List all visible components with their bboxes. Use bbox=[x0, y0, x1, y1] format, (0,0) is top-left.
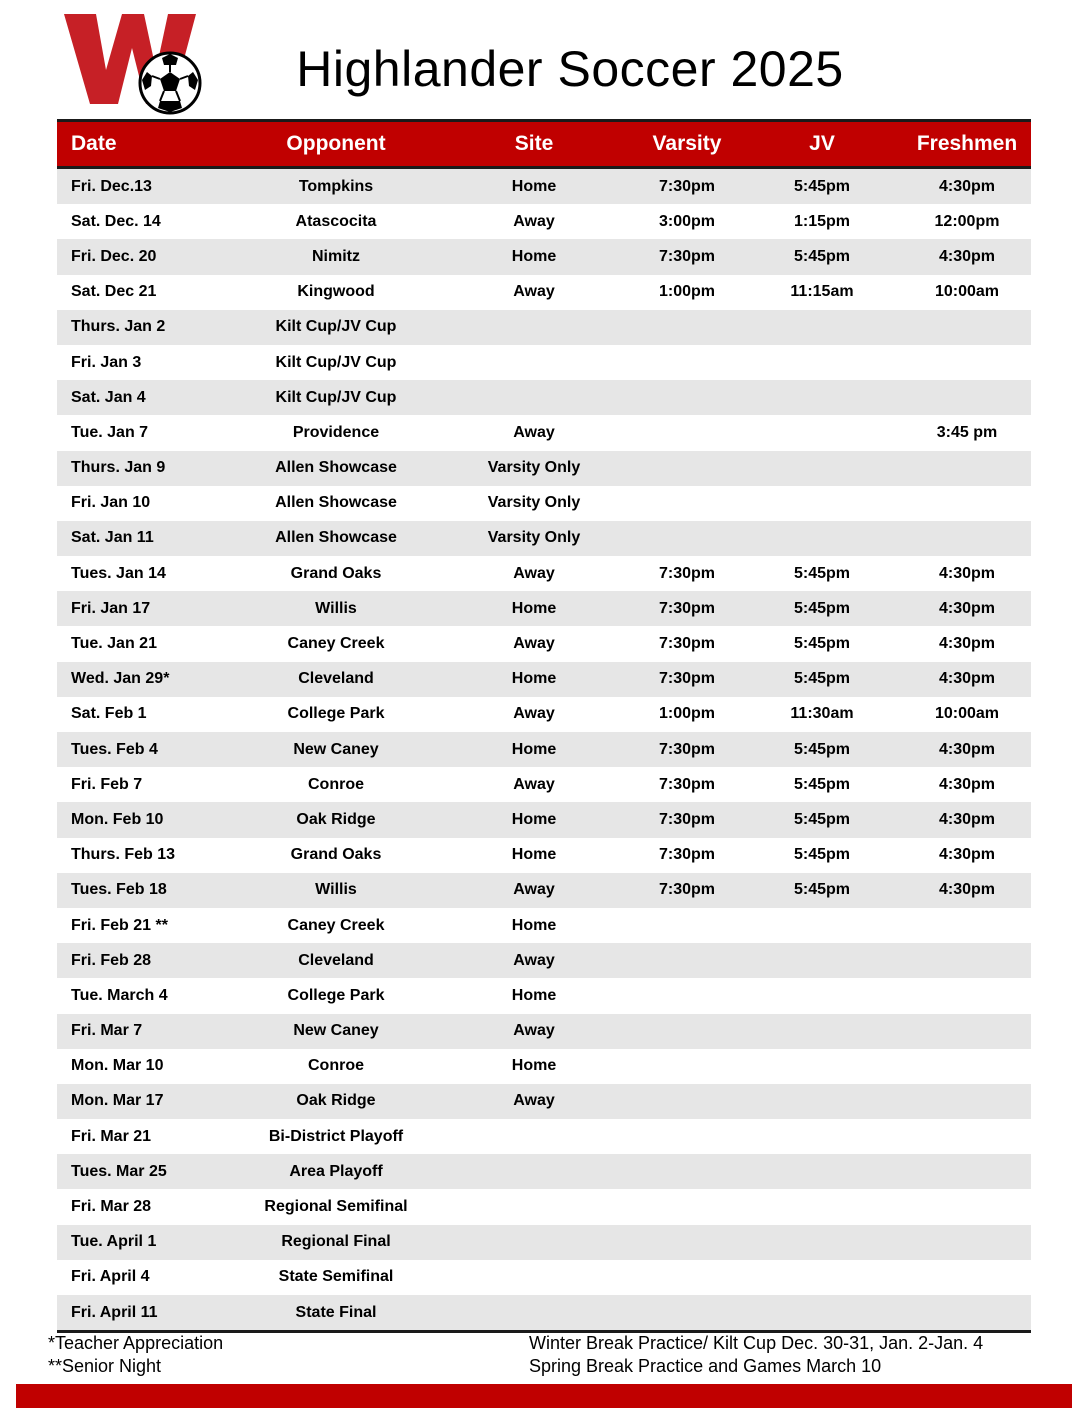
cell-jv bbox=[741, 1014, 903, 1049]
cell-opponent: Kilt Cup/JV Cup bbox=[237, 380, 435, 415]
note-winter-break: Winter Break Practice/ Kilt Cup Dec. 30-31, Jan. 2-Jan. 4 bbox=[529, 1333, 984, 1353]
cell-freshmen bbox=[903, 310, 1031, 345]
cell-freshmen bbox=[903, 1260, 1031, 1295]
cell-jv: 5:45pm bbox=[741, 168, 903, 205]
cell-site bbox=[435, 1154, 633, 1189]
cell-varsity bbox=[633, 310, 741, 345]
cell-date: Thurs. Jan 2 bbox=[57, 310, 237, 345]
cell-date: Sat. Jan 4 bbox=[57, 380, 237, 415]
cell-opponent: Allen Showcase bbox=[237, 451, 435, 486]
cell-freshmen: 4:30pm bbox=[903, 168, 1031, 205]
cell-date: Mon. Mar 17 bbox=[57, 1084, 237, 1119]
cell-date: Tue. April 1 bbox=[57, 1225, 237, 1260]
school-logo bbox=[60, 12, 205, 118]
cell-varsity bbox=[633, 486, 741, 521]
cell-date: Fri. Dec. 20 bbox=[57, 239, 237, 274]
cell-jv bbox=[741, 1260, 903, 1295]
cell-opponent: Atascocita bbox=[237, 204, 435, 239]
cell-jv: 1:15pm bbox=[741, 204, 903, 239]
cell-varsity bbox=[633, 978, 741, 1013]
cell-varsity: 7:30pm bbox=[633, 626, 741, 661]
header-jv: JV bbox=[741, 121, 903, 168]
cell-date: Tues. Feb 18 bbox=[57, 873, 237, 908]
cell-opponent: Conroe bbox=[237, 767, 435, 802]
cell-opponent: Kingwood bbox=[237, 275, 435, 310]
cell-varsity: 7:30pm bbox=[633, 873, 741, 908]
cell-opponent: Conroe bbox=[237, 1049, 435, 1084]
cell-freshmen bbox=[903, 908, 1031, 943]
cell-date: Fri. Mar 28 bbox=[57, 1189, 237, 1224]
cell-site: Home bbox=[435, 802, 633, 837]
table-row bbox=[57, 943, 1031, 978]
cell-jv: 5:45pm bbox=[741, 802, 903, 837]
cell-date: Fri. Feb 28 bbox=[57, 943, 237, 978]
cell-date: Fri. April 11 bbox=[57, 1295, 237, 1332]
table-row bbox=[57, 1014, 1031, 1049]
table-row bbox=[57, 1295, 1031, 1332]
cell-freshmen: 4:30pm bbox=[903, 556, 1031, 591]
cell-opponent: Cleveland bbox=[237, 662, 435, 697]
table-row bbox=[57, 451, 1031, 486]
cell-opponent: Kilt Cup/JV Cup bbox=[237, 345, 435, 380]
cell-varsity bbox=[633, 908, 741, 943]
cell-jv bbox=[741, 451, 903, 486]
cell-site: Varsity Only bbox=[435, 521, 633, 556]
cell-site: Home bbox=[435, 168, 633, 205]
cell-site: Away bbox=[435, 1014, 633, 1049]
cell-site: Home bbox=[435, 591, 633, 626]
bottom-bar bbox=[16, 1384, 1072, 1408]
cell-opponent: State Semifinal bbox=[237, 1260, 435, 1295]
cell-opponent: Nimitz bbox=[237, 239, 435, 274]
header-opponent: Opponent bbox=[237, 121, 435, 168]
cell-opponent: Willis bbox=[237, 873, 435, 908]
cell-site: Away bbox=[435, 767, 633, 802]
cell-jv: 5:45pm bbox=[741, 838, 903, 873]
cell-freshmen: 4:30pm bbox=[903, 626, 1031, 661]
cell-jv bbox=[741, 310, 903, 345]
cell-date: Tue. March 4 bbox=[57, 978, 237, 1013]
cell-varsity: 7:30pm bbox=[633, 556, 741, 591]
cell-opponent: College Park bbox=[237, 978, 435, 1013]
table-row bbox=[57, 168, 1031, 205]
cell-varsity: 3:00pm bbox=[633, 204, 741, 239]
table-row bbox=[57, 1154, 1031, 1189]
cell-varsity: 7:30pm bbox=[633, 662, 741, 697]
cell-site: Away bbox=[435, 1084, 633, 1119]
cell-varsity bbox=[633, 380, 741, 415]
cell-jv: 5:45pm bbox=[741, 239, 903, 274]
cell-site: Away bbox=[435, 415, 633, 450]
cell-opponent: Oak Ridge bbox=[237, 802, 435, 837]
cell-date: Wed. Jan 29* bbox=[57, 662, 237, 697]
table-row bbox=[57, 767, 1031, 802]
cell-site: Varsity Only bbox=[435, 451, 633, 486]
table-row bbox=[57, 521, 1031, 556]
cell-jv bbox=[741, 1154, 903, 1189]
cell-jv: 5:45pm bbox=[741, 662, 903, 697]
table-row bbox=[57, 908, 1031, 943]
cell-freshmen bbox=[903, 1295, 1031, 1332]
table-row bbox=[57, 1225, 1031, 1260]
cell-opponent: Allen Showcase bbox=[237, 521, 435, 556]
cell-varsity: 7:30pm bbox=[633, 732, 741, 767]
cell-date: Thurs. Feb 13 bbox=[57, 838, 237, 873]
table-row bbox=[57, 873, 1031, 908]
cell-opponent: Regional Semifinal bbox=[237, 1189, 435, 1224]
footnote-senior-night: **Senior Night bbox=[48, 1356, 162, 1376]
cell-varsity: 7:30pm bbox=[633, 168, 741, 205]
cell-freshmen bbox=[903, 486, 1031, 521]
cell-freshmen bbox=[903, 1225, 1031, 1260]
cell-site bbox=[435, 1119, 633, 1154]
cell-jv: 5:45pm bbox=[741, 591, 903, 626]
table-row bbox=[57, 204, 1031, 239]
schedule-table bbox=[57, 119, 1031, 1333]
cell-date: Sat. Jan 11 bbox=[57, 521, 237, 556]
cell-site: Home bbox=[435, 732, 633, 767]
table-row bbox=[57, 838, 1031, 873]
cell-jv bbox=[741, 1049, 903, 1084]
cell-date: Mon. Mar 10 bbox=[57, 1049, 237, 1084]
cell-freshmen: 10:00am bbox=[903, 697, 1031, 732]
cell-jv: 5:45pm bbox=[741, 626, 903, 661]
cell-freshmen: 4:30pm bbox=[903, 873, 1031, 908]
cell-date: Tues. Feb 4 bbox=[57, 732, 237, 767]
table-row bbox=[57, 556, 1031, 591]
cell-site: Away bbox=[435, 943, 633, 978]
cell-jv bbox=[741, 1119, 903, 1154]
cell-varsity bbox=[633, 1014, 741, 1049]
table-row bbox=[57, 1260, 1031, 1295]
cell-varsity bbox=[633, 1295, 741, 1332]
table-row bbox=[57, 802, 1031, 837]
footnotes-left bbox=[48, 1332, 223, 1378]
cell-varsity: 1:00pm bbox=[633, 697, 741, 732]
cell-varsity bbox=[633, 1189, 741, 1224]
cell-freshmen bbox=[903, 451, 1031, 486]
cell-varsity bbox=[633, 1119, 741, 1154]
cell-site: Away bbox=[435, 626, 633, 661]
cell-freshmen: 4:30pm bbox=[903, 662, 1031, 697]
cell-freshmen bbox=[903, 1189, 1031, 1224]
cell-freshmen: 3:45 pm bbox=[903, 415, 1031, 450]
header-row bbox=[57, 121, 1031, 168]
cell-jv: 11:30am bbox=[741, 697, 903, 732]
cell-site bbox=[435, 1189, 633, 1224]
cell-jv bbox=[741, 943, 903, 978]
cell-date: Fri. April 4 bbox=[57, 1260, 237, 1295]
cell-varsity: 7:30pm bbox=[633, 239, 741, 274]
cell-opponent: Providence bbox=[237, 415, 435, 450]
cell-jv bbox=[741, 908, 903, 943]
cell-opponent: Grand Oaks bbox=[237, 556, 435, 591]
footnote-teacher-appreciation: *Teacher Appreciation bbox=[48, 1333, 224, 1353]
cell-date: Fri. Jan 3 bbox=[57, 345, 237, 380]
note-spring-break: Spring Break Practice and Games March 10 bbox=[529, 1356, 882, 1376]
cell-site bbox=[435, 1260, 633, 1295]
cell-site: Home bbox=[435, 978, 633, 1013]
cell-opponent: Kilt Cup/JV Cup bbox=[237, 310, 435, 345]
cell-opponent: Cleveland bbox=[237, 943, 435, 978]
cell-jv bbox=[741, 415, 903, 450]
cell-freshmen bbox=[903, 1119, 1031, 1154]
cell-varsity bbox=[633, 1225, 741, 1260]
cell-site: Home bbox=[435, 838, 633, 873]
cell-jv bbox=[741, 1189, 903, 1224]
cell-opponent: New Caney bbox=[237, 732, 435, 767]
table-row bbox=[57, 626, 1031, 661]
cell-site: Away bbox=[435, 275, 633, 310]
cell-varsity: 7:30pm bbox=[633, 591, 741, 626]
cell-opponent: New Caney bbox=[237, 1014, 435, 1049]
cell-varsity bbox=[633, 1049, 741, 1084]
cell-site: Varsity Only bbox=[435, 486, 633, 521]
table-row bbox=[57, 239, 1031, 274]
cell-date: Fri. Feb 21 ** bbox=[57, 908, 237, 943]
cell-varsity: 7:30pm bbox=[633, 802, 741, 837]
table-row bbox=[57, 380, 1031, 415]
table-row bbox=[57, 1049, 1031, 1084]
cell-date: Fri. Jan 17 bbox=[57, 591, 237, 626]
header-date: Date bbox=[57, 121, 237, 168]
cell-jv bbox=[741, 1295, 903, 1332]
cell-freshmen bbox=[903, 1014, 1031, 1049]
cell-site: Home bbox=[435, 239, 633, 274]
cell-opponent: Willis bbox=[237, 591, 435, 626]
cell-jv bbox=[741, 380, 903, 415]
cell-jv bbox=[741, 345, 903, 380]
cell-freshmen: 10:00am bbox=[903, 275, 1031, 310]
cell-opponent: Caney Creek bbox=[237, 626, 435, 661]
cell-opponent: State Final bbox=[237, 1295, 435, 1332]
table-row bbox=[57, 697, 1031, 732]
cell-site bbox=[435, 310, 633, 345]
cell-opponent: Tompkins bbox=[237, 168, 435, 205]
cell-date: Fri. Feb 7 bbox=[57, 767, 237, 802]
cell-site: Home bbox=[435, 662, 633, 697]
cell-site: Away bbox=[435, 873, 633, 908]
cell-varsity bbox=[633, 521, 741, 556]
w-soccer-ball-logo bbox=[60, 12, 205, 118]
cell-site: Home bbox=[435, 908, 633, 943]
cell-varsity bbox=[633, 943, 741, 978]
cell-date: Fri. Jan 10 bbox=[57, 486, 237, 521]
cell-date: Tue. Jan 7 bbox=[57, 415, 237, 450]
cell-site bbox=[435, 1225, 633, 1260]
cell-date: Fri. Mar 21 bbox=[57, 1119, 237, 1154]
table-row bbox=[57, 662, 1031, 697]
cell-date: Thurs. Jan 9 bbox=[57, 451, 237, 486]
table-row bbox=[57, 1084, 1031, 1119]
cell-opponent: Bi-District Playoff bbox=[237, 1119, 435, 1154]
cell-varsity: 7:30pm bbox=[633, 838, 741, 873]
cell-freshmen: 12:00pm bbox=[903, 204, 1031, 239]
cell-jv bbox=[741, 1225, 903, 1260]
cell-site: Away bbox=[435, 697, 633, 732]
header-freshmen: Freshmen bbox=[903, 121, 1031, 168]
cell-freshmen: 4:30pm bbox=[903, 732, 1031, 767]
table-row bbox=[57, 978, 1031, 1013]
cell-date: Sat. Feb 1 bbox=[57, 697, 237, 732]
cell-opponent: Regional Final bbox=[237, 1225, 435, 1260]
cell-opponent: Caney Creek bbox=[237, 908, 435, 943]
cell-freshmen bbox=[903, 380, 1031, 415]
cell-varsity bbox=[633, 1084, 741, 1119]
cell-freshmen: 4:30pm bbox=[903, 767, 1031, 802]
cell-jv: 5:45pm bbox=[741, 732, 903, 767]
cell-freshmen bbox=[903, 521, 1031, 556]
cell-date: Tue. Jan 21 bbox=[57, 626, 237, 661]
table-row bbox=[57, 732, 1031, 767]
cell-date: Sat. Dec 21 bbox=[57, 275, 237, 310]
cell-jv bbox=[741, 486, 903, 521]
cell-opponent: College Park bbox=[237, 697, 435, 732]
cell-varsity bbox=[633, 415, 741, 450]
table-row bbox=[57, 345, 1031, 380]
cell-site: Away bbox=[435, 556, 633, 591]
cell-varsity bbox=[633, 1260, 741, 1295]
cell-freshmen bbox=[903, 978, 1031, 1013]
cell-varsity bbox=[633, 451, 741, 486]
cell-freshmen: 4:30pm bbox=[903, 239, 1031, 274]
footnotes-right bbox=[529, 1332, 983, 1378]
cell-opponent: Grand Oaks bbox=[237, 838, 435, 873]
cell-jv: 11:15am bbox=[741, 275, 903, 310]
cell-jv bbox=[741, 1084, 903, 1119]
cell-site bbox=[435, 345, 633, 380]
cell-date: Fri. Mar 7 bbox=[57, 1014, 237, 1049]
cell-varsity bbox=[633, 345, 741, 380]
cell-opponent: Allen Showcase bbox=[237, 486, 435, 521]
header-site: Site bbox=[435, 121, 633, 168]
cell-jv: 5:45pm bbox=[741, 873, 903, 908]
cell-varsity: 7:30pm bbox=[633, 767, 741, 802]
table-row bbox=[57, 1119, 1031, 1154]
cell-jv bbox=[741, 978, 903, 1013]
cell-jv bbox=[741, 521, 903, 556]
cell-freshmen bbox=[903, 1049, 1031, 1084]
cell-freshmen bbox=[903, 943, 1031, 978]
table-row bbox=[57, 1189, 1031, 1224]
table-row bbox=[57, 310, 1031, 345]
cell-opponent: Oak Ridge bbox=[237, 1084, 435, 1119]
cell-jv: 5:45pm bbox=[741, 556, 903, 591]
cell-freshmen bbox=[903, 345, 1031, 380]
table-row bbox=[57, 415, 1031, 450]
cell-freshmen: 4:30pm bbox=[903, 838, 1031, 873]
table-row bbox=[57, 275, 1031, 310]
cell-date: Tues. Jan 14 bbox=[57, 556, 237, 591]
cell-varsity bbox=[633, 1154, 741, 1189]
cell-date: Mon. Feb 10 bbox=[57, 802, 237, 837]
cell-date: Sat. Dec. 14 bbox=[57, 204, 237, 239]
page-title: Highlander Soccer 2025 bbox=[296, 41, 844, 97]
cell-opponent: Area Playoff bbox=[237, 1154, 435, 1189]
cell-site: Away bbox=[435, 204, 633, 239]
cell-date: Tues. Mar 25 bbox=[57, 1154, 237, 1189]
soccer-ball-icon bbox=[140, 53, 200, 113]
cell-site bbox=[435, 1295, 633, 1332]
header-varsity: Varsity bbox=[633, 121, 741, 168]
cell-date: Fri. Dec.13 bbox=[57, 168, 237, 205]
table-row bbox=[57, 486, 1031, 521]
cell-freshmen: 4:30pm bbox=[903, 802, 1031, 837]
table-row bbox=[57, 591, 1031, 626]
cell-site bbox=[435, 380, 633, 415]
cell-site: Home bbox=[435, 1049, 633, 1084]
cell-freshmen bbox=[903, 1084, 1031, 1119]
cell-jv: 5:45pm bbox=[741, 767, 903, 802]
cell-varsity: 1:00pm bbox=[633, 275, 741, 310]
cell-freshmen: 4:30pm bbox=[903, 591, 1031, 626]
cell-freshmen bbox=[903, 1154, 1031, 1189]
